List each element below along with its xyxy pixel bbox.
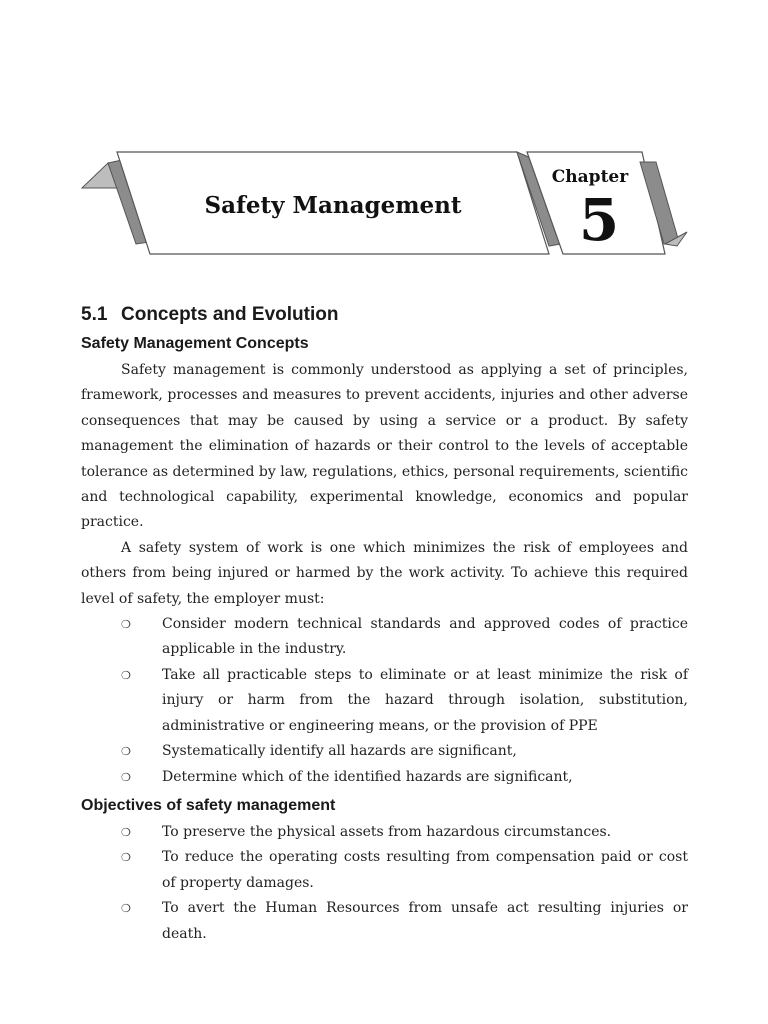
list-item — [81, 663, 688, 739]
objectives-list — [81, 820, 688, 947]
bullet-icon: ❍ — [121, 668, 131, 682]
list-item — [81, 820, 688, 845]
list-item — [81, 739, 688, 764]
chapter-banner — [0, 0, 768, 300]
chapter-label: Chapter — [551, 167, 629, 187]
list-item — [81, 612, 688, 663]
page-content — [81, 300, 688, 947]
list-item-text: Take all practicable steps to eliminate or at least minimize the risk of injury or harm from the hazard through isolation, substitution, administrative or engineering means, or the provision of PPE — [162, 666, 688, 734]
chapter-title: Safety Management — [204, 192, 462, 219]
list-item-text: To reduce the operating costs resulting from compensation paid or cost of property damages. — [162, 849, 688, 891]
list-item-text: To preserve the physical assets from hazardous circumstances. — [162, 823, 612, 840]
list-item-text: To avert the Human Resources from unsafe act resulting injuries or death. — [162, 900, 688, 942]
section-title: Concepts and Evolution — [121, 304, 339, 325]
bullet-icon: ❍ — [121, 618, 131, 632]
list-item-text: Determine which of the identified hazards are significant, — [162, 768, 573, 785]
concepts-paragraph-2: A safety system of work is one which minimizes the risk of employees and others from being injured or harmed by the work activity. To achieve this required level of safety, the employer must: — [81, 539, 688, 607]
bullet-icon: ❍ — [121, 902, 131, 916]
chapter-number: 5 — [578, 186, 620, 254]
concepts-heading: Safety Management Concepts — [81, 335, 309, 352]
concepts-paragraph-1: Safety management is commonly understood as applying a set of principles, framework, processes and measures to prevent accidents, injuries and other adverse consequences that may be caused by using a service or a product. By safety management the elimination of hazards or their control to the levels of acceptable tolerance as determined by law, regulations, ethics, personal requirements, scientific and technological capability, experimental knowledge, economics and popular practice. — [81, 362, 688, 531]
employer-requirements-list — [81, 612, 688, 790]
list-item — [81, 765, 688, 790]
bullet-icon: ❍ — [121, 745, 131, 759]
list-item-text: Systematically identify all hazards are significant, — [162, 743, 517, 760]
section-heading — [81, 300, 688, 330]
bullet-icon: ❍ — [121, 825, 131, 839]
section-number: 5.1 — [81, 304, 108, 325]
list-item — [81, 896, 688, 947]
bullet-icon: ❍ — [121, 851, 131, 865]
list-item — [81, 845, 688, 896]
bullet-icon: ❍ — [121, 770, 131, 784]
list-item-text: Consider modern technical standards and approved codes of practice applicable in the industry. — [162, 616, 688, 658]
objectives-heading: Objectives of safety management — [81, 796, 336, 814]
